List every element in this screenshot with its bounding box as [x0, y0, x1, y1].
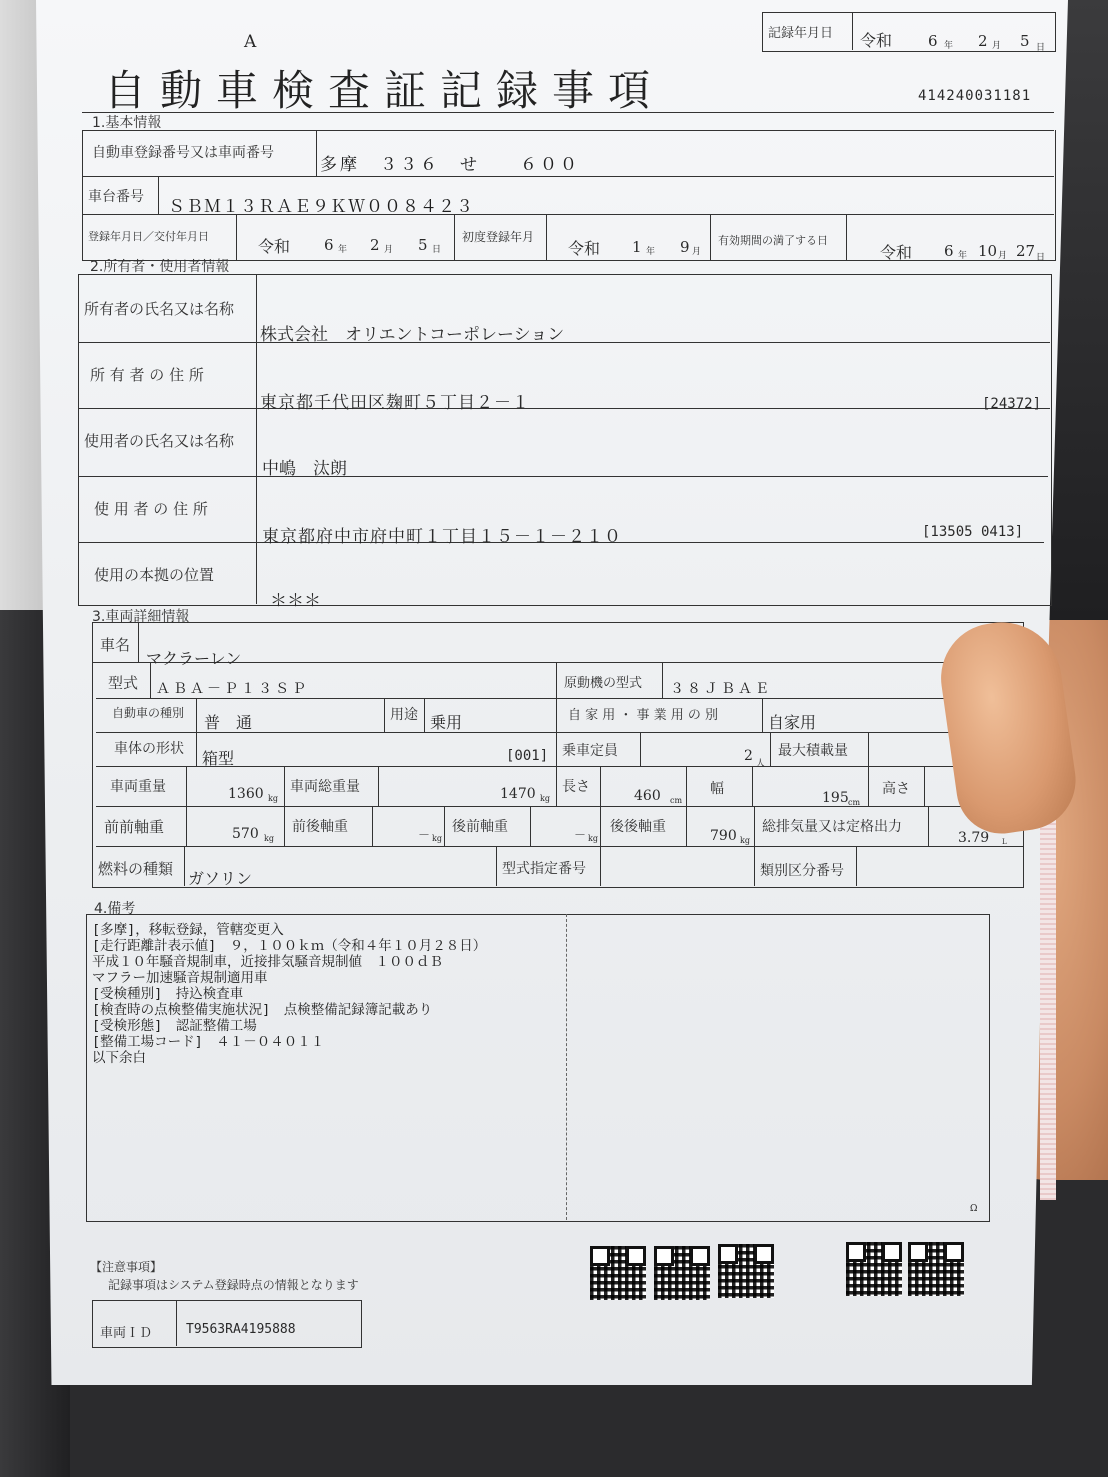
user-address: 東京都府中市府中町１丁目１５－１－２１０ [262, 527, 622, 547]
seating-capacity: 2 [744, 748, 753, 764]
remarks-corner-mark: Ω [970, 1204, 978, 1214]
section-basic-info: 1.基本情報 [92, 115, 162, 131]
qr-code-icon [718, 1244, 774, 1298]
width: 195 [822, 790, 849, 806]
front-rear-axle: － [418, 828, 431, 842]
private-business-label: 自 家 用 ・ 事 業 用 の 別 [568, 708, 719, 723]
vehicle-kind: 普 通 [204, 713, 253, 732]
rear-front-axle-label: 後前軸重 [452, 819, 508, 835]
registration-number: 多摩 ３３６ せ ６００ [320, 155, 580, 175]
rear-front-axle: － [574, 828, 587, 842]
front-rear-axle-label: 前後軸重 [292, 819, 348, 835]
user-address-label: 使 用 者 の 住 所 [94, 500, 208, 518]
vehicle-id: T9563RA4195888 [186, 1322, 296, 1337]
type-approval-label: 型式指定番号 [502, 861, 586, 877]
qr-code-icon [846, 1242, 902, 1296]
remark-line: 平成１０年騒音規制車，近接排気騒音規制値 １００ｄＢ [92, 954, 443, 970]
user-name: 中嶋 汰朗 [262, 459, 347, 479]
user-address-code: [13505 0413] [922, 524, 1024, 540]
section-remarks: 4.備考 [94, 901, 136, 917]
seating-capacity-label: 乗車定員 [562, 743, 618, 759]
engine-model: ３８ＪＢＡＥ [670, 681, 772, 697]
height-label: 高さ [882, 781, 910, 797]
vehicle-name: マクラーレン [146, 649, 242, 668]
engine-model-label: 原動機の型式 [564, 676, 643, 691]
base-location: ＊＊＊ [270, 591, 321, 611]
vehicle-kind-label: 自動車の種別 [112, 706, 185, 720]
remark-line: [走行距離計表示値] ９，１００ｋｍ（令和４年１０月２８日） [92, 938, 487, 954]
use-label: 用途 [390, 707, 418, 723]
notes-text: 記録事項はシステム登録時点の情報となります [108, 1278, 359, 1292]
remark-line: 以下余白 [92, 1050, 146, 1066]
owner-name: 株式会社 オリエントコーポレーション [260, 325, 565, 345]
model-label: 型式 [108, 674, 139, 692]
vehicle-weight: 1360 [228, 786, 264, 802]
fuel-type: ガソリン [188, 869, 253, 888]
corner-mark: A [244, 32, 257, 52]
registration-date-label: 登録年月日／交付年月日 [88, 230, 209, 243]
body-shape-label: 車体の形状 [114, 741, 184, 757]
vehicle-id-label: 車両ＩＤ [100, 1326, 153, 1341]
user-name-label: 使用者の氏名又は名称 [84, 432, 235, 450]
remark-line: [整備工場コード] ４１－０４０１１ [92, 1034, 325, 1050]
serial-number: 414240031181 [918, 88, 1032, 104]
remark-line: [受検種別] 持込検査車 [92, 986, 244, 1002]
rear-rear-axle-label: 後後軸重 [610, 819, 666, 835]
fuel-type-label: 燃料の種類 [98, 860, 174, 878]
displacement: 3.79 [958, 830, 990, 846]
owner-address: 東京都千代田区麹町５丁目２－１ [260, 393, 530, 413]
chassis-number: ＳＢＭ１３ＲＡＥ９ＫＷ００８４２３ [168, 197, 474, 217]
body-shape-code: [001] [506, 748, 549, 764]
rear-rear-axle: 790 [710, 828, 737, 844]
section-owner-info: 2.所有者・使用者情報 [90, 259, 230, 275]
model-code: ＡＢＡ－Ｐ１３ＳＰ [156, 681, 309, 697]
body-shape: 箱型 [202, 749, 235, 768]
registration-number-label: 自動車登録番号又は車両番号 [92, 145, 274, 161]
remark-line: [多摩]，移転登録，管轄変更入 [92, 922, 284, 938]
vehicle-weight-label: 車両重量 [110, 779, 166, 795]
base-location-label: 使用の本拠の位置 [94, 566, 215, 584]
remark-line: [受検形態] 認証整備工場 [92, 1018, 257, 1034]
remark-line: [検査時の点検整備実施状況] 点検整備記録簿記載あり [92, 1002, 433, 1018]
length: 460 [634, 788, 661, 804]
document-content: A 自動車検査証記録事項 記録年月日 令和 6 年 2 月 5 日 414240031181 1.基本情報 自動車登録番号又は車両番号 多摩 ３３６ せ ６００ 車台番号 ＳＢＭ１３ＲＡＥ９ＫＷ００８４２３ 登録年月日／交付年月日 令和 6 年 2 月 5 日 初度登録年月 令和 1 年 9 月 有効期間の満了する日 令和 6 年 10 月 27 日 2.所有者・使用者情報 所有者の氏名又は名称 株式会社 オリエントコーポレーション 所 有 者 の 住 所 東京都千代田区麹町５丁目２－１ [24372] 使用者の氏名又は名称 中嶋 汰朗 使 用 者 の 住 所 東京都府中市府中町１丁目１５－１－２１０ [13505 0413] 使用の本拠の位置 ＊＊＊ 3.車両詳細情報 車名 マクラーレン 型式 ＡＢＡ－Ｐ１３ＳＰ 原動機の型式 ３８ＪＢＡＥ 自動車の種別 普 通 用途 乗用 自 家 用 ・ 事 業 用 の 別 自家用 車体の形状 箱型 [001] 乗車定員 2 人 最大積載量 車両重量 1360 kg 車両総重量 1470 kg 長さ 460 cm 幅 195 cm 高さ 前前軸重 570 kg 前後軸重 － kg 後前軸重 － kg 後後軸重 790 kg 総排気量又は定格出力 3.79 L 燃料の種類 ガソリン 型式指定番号 類別区分番号 4.備考 [多摩]，移転登録，管轄変更入 [走行距離計表示値] ９，１００ｋｍ（令和４年１０月２８日） 平成１０年騒音規制車，近接排気騒音規制値 １００ｄＢ マフラー加速騒音規制適用車 [受検種別] 持込検査車 [検査時の点検整備実施状況] 点検整備記録簿記載あり [受検形態] 認証整備工場 [整備工場コード] ４１－０４０１１ 以下余白 Ω 【注意事項】 記録事項はシステム登録時点の情報となります 車両ＩＤ T9563RA4195888 [0, 0, 1108, 1477]
document-title: 自動車検査証記録事項 [104, 66, 665, 115]
first-registration-label: 初度登録年月 [462, 230, 535, 244]
remarks-list [92, 922, 486, 1066]
qr-code-icon [590, 1246, 646, 1300]
record-date-label: 記録年月日 [768, 26, 834, 41]
width-label: 幅 [710, 781, 724, 797]
max-load-label: 最大積載量 [778, 743, 848, 759]
notes-title: 【注意事項】 [90, 1260, 163, 1274]
gross-weight-label: 車両総重量 [290, 779, 360, 795]
section-vehicle-details: 3.車両詳細情報 [92, 609, 190, 625]
front-front-axle: 570 [232, 826, 259, 842]
use-value: 乗用 [430, 713, 463, 732]
qr-code-icon [908, 1242, 964, 1296]
owner-address-code: [24372] [982, 396, 1042, 412]
chassis-number-label: 車台番号 [88, 189, 144, 205]
expiry-date-label: 有効期間の満了する日 [718, 234, 828, 247]
class-number-label: 類別区分番号 [760, 863, 844, 879]
gross-weight: 1470 [500, 786, 536, 802]
front-front-axle-label: 前前軸重 [104, 818, 165, 836]
qr-code-icon [654, 1246, 710, 1300]
remark-line: マフラー加速騒音規制適用車 [92, 970, 268, 986]
owner-name-label: 所有者の氏名又は名称 [84, 300, 235, 318]
length-label: 長さ [562, 779, 590, 795]
displacement-label: 総排気量又は定格出力 [762, 819, 902, 835]
private-business-value: 自家用 [768, 713, 817, 732]
owner-address-label: 所 有 者 の 住 所 [90, 366, 204, 384]
vehicle-name-label: 車名 [100, 636, 131, 654]
